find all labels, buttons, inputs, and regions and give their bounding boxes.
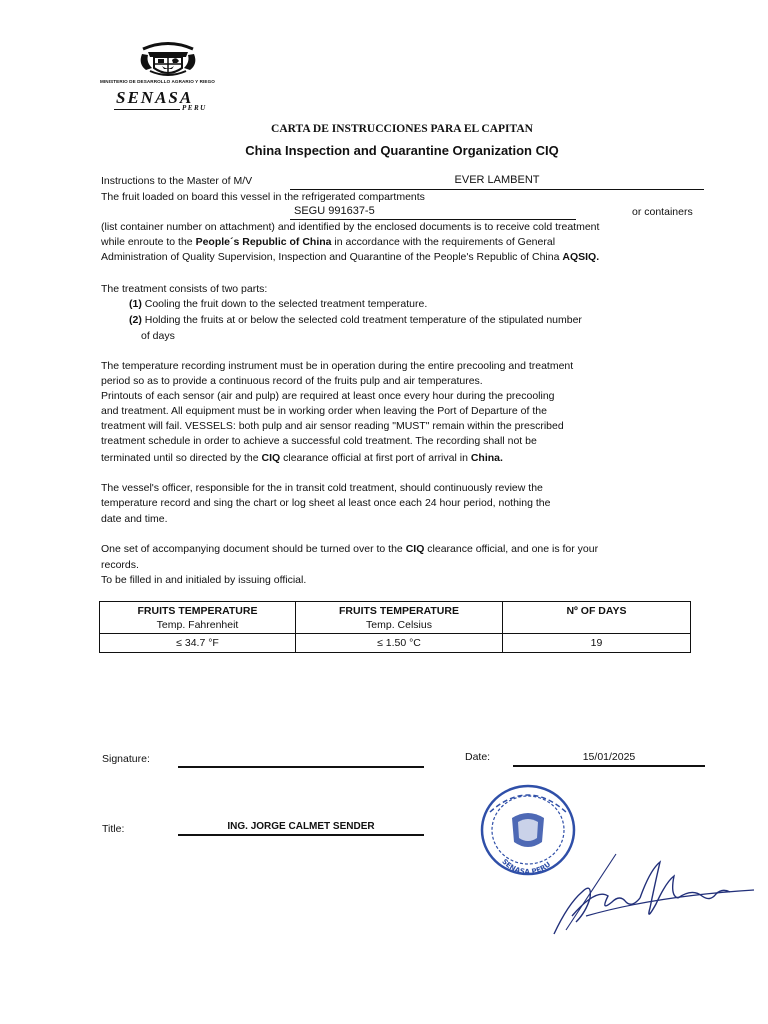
recording-line-2: period so as to provide a continuous record of the fruits pulp and air temperatures. (101, 375, 483, 387)
treatment-part-2-cont: of days (141, 330, 175, 342)
treatment-part-1: (1) Cooling the fruit down to the selected treatment temperature. (129, 298, 428, 310)
agency-name: SENASA (116, 88, 194, 107)
temperature-table (99, 601, 691, 653)
docs-line-3: To be filled in and initialed by issuing official. (101, 574, 307, 586)
title-underline (178, 834, 424, 836)
signature-scribble-icon (546, 852, 758, 942)
signature-underline (178, 766, 424, 768)
col-days-header: Nº OF DAYS (503, 602, 691, 634)
officer-line-3: date and time. (101, 513, 168, 525)
document-title-en: China Inspection and Quarantine Organization CIQ (245, 143, 559, 158)
title-label: Title: (102, 823, 125, 835)
officer-line-1: The vessel's officer, responsible for the in transit cold treatment, should continuously review the (101, 482, 543, 494)
treatment-heading: The treatment consists of two parts: (101, 283, 268, 295)
intro-line-1: (list container number on attachment) and identified by the enclosed documents is to receive cold treatment (101, 221, 600, 233)
docs-line-1: One set of accompanying document should be turned over to the CIQ clearance official, and one is for your (101, 543, 599, 555)
recording-line-7: terminated until so directed by the CIQ clearance official at first port of arrival in China. (101, 452, 503, 464)
title-value: ING. JORGE CALMET SENDER (227, 821, 375, 832)
days-value: 19 (503, 634, 691, 653)
col-celsius-header: FRUITS TEMPERATURE Temp. Celsius (296, 602, 503, 634)
signature-label: Signature: (102, 753, 150, 765)
col-fahrenheit-header: FRUITS TEMPERATURE Temp. Fahrenheit (100, 602, 296, 634)
table-row (100, 634, 691, 653)
container-number: SEGU 991637-5 (294, 205, 375, 217)
coat-of-arms-icon (98, 38, 248, 80)
vessel-label: Instructions to the Master of M/V (101, 175, 253, 187)
agency-underline (114, 109, 180, 110)
table-header-row (100, 602, 691, 634)
recording-line-1: The temperature recording instrument must be in operation during the entire precooling and treatment (101, 360, 574, 372)
treatment-part-2: (2) Holding the fruits at or below the selected cold treatment temperature of the stipulated number (129, 314, 582, 326)
recording-line-6: treatment schedule in order to achieve a successful cold treatment. The recording shall not be (101, 435, 537, 447)
document-title-es: CARTA DE INSTRUCCIONES PARA EL CAPITAN (271, 123, 533, 135)
loaded-text: The fruit loaded on board this vessel in the refrigerated compartments (101, 191, 425, 203)
intro-line-2: while enroute to the People´s Republic of China in accordance with the requirements of General (101, 236, 556, 248)
agency-country: PERU (182, 104, 207, 112)
recording-line-3: Printouts of each sensor (air and pulp) are required at least once every hour during the precooling (101, 390, 555, 402)
recording-line-5: treatment will fail. VESSELS: both pulp and air sensor reading "MUST" remain within the prescribed (101, 420, 564, 432)
docs-line-2: records. (101, 559, 139, 571)
handwritten-signature (546, 852, 758, 942)
officer-line-2: temperature record and sing the chart or log sheet al least once each 24 hour period, nothing the (101, 497, 551, 509)
or-containers-text: or containers (632, 206, 693, 218)
ministry-name: MINISTERIO DE DESARROLLO AGRARIO Y RIEGO (100, 79, 215, 84)
vessel-name: EVER LAMBENT (454, 174, 540, 186)
date-label: Date: (465, 751, 491, 763)
fahrenheit-value: ≤ 34.7 °F (100, 634, 296, 653)
recording-line-4: and treatment. All equipment must be in working order when leaving the Port of Departure of the (101, 405, 547, 417)
intro-line-3: Administration of Quality Supervision, Inspection and Quarantine of the People's Republic of China AQSIQ. (101, 251, 600, 263)
svg-text:SENASA PERU: SENASA PERU (500, 857, 553, 877)
celsius-value: ≤ 1.50 °C (296, 634, 503, 653)
date-value: 15/01/2025 (582, 751, 636, 763)
date-underline (513, 765, 705, 767)
